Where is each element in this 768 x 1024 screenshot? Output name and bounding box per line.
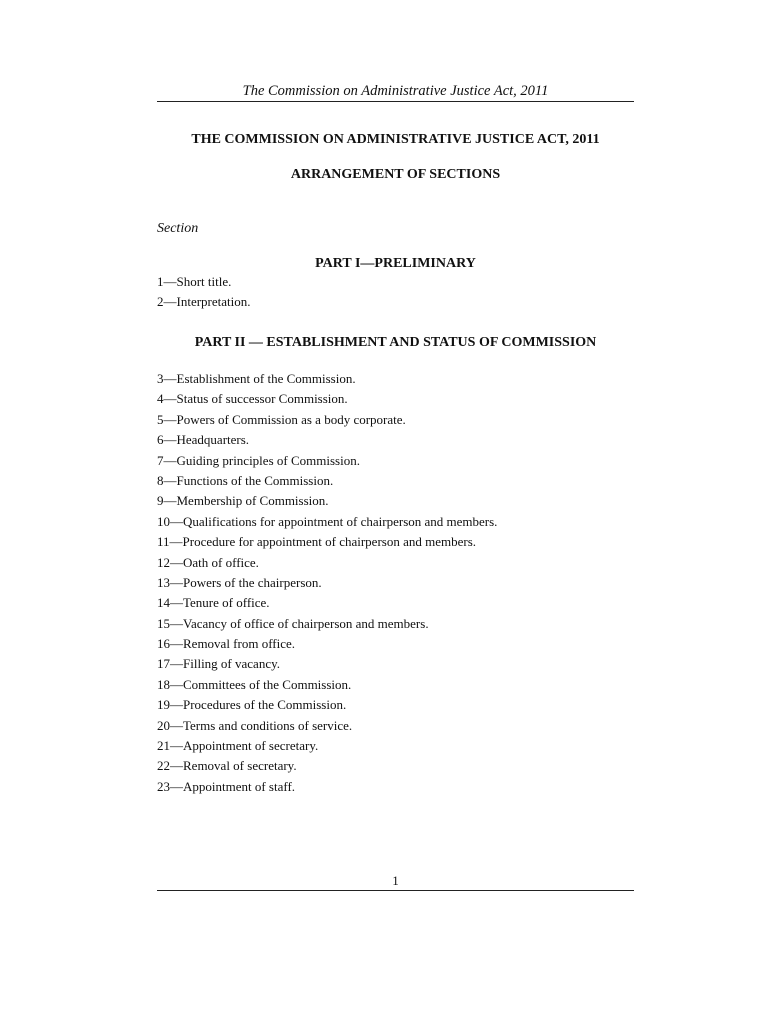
footer-rule: [157, 890, 634, 891]
section-entry: 14—Tenure of office.: [157, 595, 270, 611]
section-entry: 19—Procedures of the Commission.: [157, 697, 347, 713]
section-entry: 6—Headquarters.: [157, 432, 250, 448]
section-entry: 16—Removal from office.: [157, 636, 296, 652]
part-1-heading: PART I—PRELIMINARY: [315, 256, 476, 271]
section-entry: 22—Removal of secretary.: [157, 758, 297, 774]
section-entry: 4—Status of successor Commission.: [157, 391, 348, 407]
part-1-section-list: [157, 272, 251, 313]
section-entry: 3—Establishment of the Commission.: [157, 371, 356, 386]
section-entry: 15—Vacancy of office of chairperson and members.: [157, 615, 429, 631]
part-2-heading: PART II — ESTABLISHMENT AND STATUS OF COMMISSION: [194, 335, 597, 350]
section-entry: 20—Terms and conditions of service.: [157, 717, 353, 733]
section-entry: 21—Appointment of secretary.: [157, 738, 319, 754]
running-header: The Commission on Administrative Justice Act, 2011: [242, 83, 549, 99]
section-entry: 10—Qualifications for appointment of chairperson and members.: [157, 513, 498, 529]
section-entry: 8—Functions of the Commission.: [157, 472, 334, 488]
section-entry: 23—Appointment of staff.: [157, 778, 296, 794]
section-column-label: Section: [157, 221, 199, 236]
section-entry: 12—Oath of office.: [157, 554, 259, 570]
section-entry: 11—Procedure for appointment of chairperson and members.: [157, 534, 477, 550]
section-entry: 5—Powers of Commission as a body corporate.: [157, 411, 406, 427]
header-rule: [157, 101, 634, 102]
part-2-section-list: [157, 369, 497, 797]
section-entry: 1—Short title.: [157, 274, 232, 289]
page-number: 1: [392, 873, 399, 888]
section-entry: 13—Powers of the chairperson.: [157, 574, 322, 590]
document-title: THE COMMISSION ON ADMINISTRATIVE JUSTICE ACT, 2011: [191, 132, 600, 147]
section-entry: 18—Committees of the Commission.: [157, 676, 352, 692]
section-entry: 7—Guiding principles of Commission.: [157, 452, 360, 468]
section-entry: 9—Membership of Commission.: [157, 493, 329, 509]
section-entry: 2—Interpretation.: [157, 294, 251, 310]
document-subtitle: ARRANGEMENT OF SECTIONS: [290, 167, 501, 182]
section-entry: 17—Filling of vacancy.: [157, 656, 280, 672]
